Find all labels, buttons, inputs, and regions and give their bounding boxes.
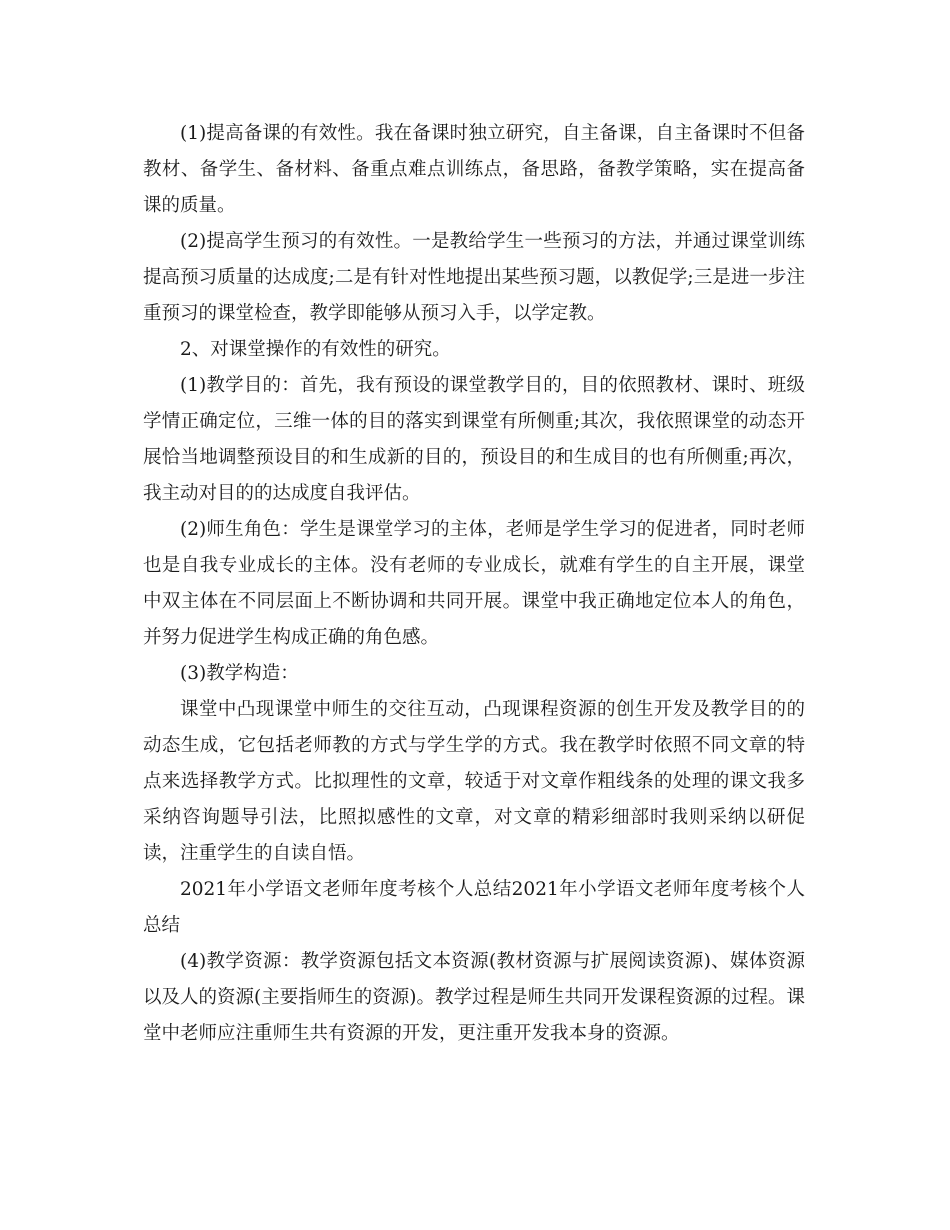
paragraph-teaching-structure-heading: (3)教学构造： (180, 663, 299, 684)
paragraph-preview-effectiveness: (2)提高学生预习的有效性。一是教给学生一些预习的方法，并通过课堂训练提高预习质量的达成度;二是有针对性地提出某些预习题，以教促学;三是进一步注重预习的课堂检查，教学即能够从预习入手，以学定教。 (143, 231, 805, 324)
document-body (143, 116, 805, 1052)
section-heading-classroom-operation: 2、对课堂操作的有效性的研究。 (180, 339, 451, 360)
paragraph-teaching-objectives: (1)教学目的：首先，我有预设的课堂教学目的，目的依照教材、课时、班级学情正确定位，三维一体的目的落实到课堂有所侧重;其次，我依照课堂的动态开展恰当地调整预设目的和生成新的目的，预设目的和生成目的也有所侧重;再次，我主动对目的的达成度自我评估。 (143, 375, 805, 504)
paragraph-title-repeat: 2021年小学语文老师年度考核个人总结2021年小学语文老师年度考核个人总结 (143, 879, 805, 936)
paragraph-teaching-resources: (4)教学资源：教学资源包括文本资源(教材资源与扩展阅读资源)、媒体资源以及人的资源(主要指师生的资源)。教学过程是师生共同开发课程资源的过程。课堂中老师应注重师生共有资源的开发，更注重开发我本身的资源。 (143, 951, 805, 1044)
paragraph-teacher-student-roles: (2)师生角色：学生是课堂学习的主体，老师是学生学习的促进者，同时老师也是自我专业成长的主体。没有老师的专业成长，就难有学生的自主开展，课堂中双主体在不同层面上不断协调和共同开展。课堂中我正确地定位本人的角色，并努力促进学生构成正确的角色感。 (143, 519, 805, 648)
paragraph-prep-effectiveness: (1)提高备课的有效性。我在备课时独立研究，自主备课，自主备课时不但备教材、备学生、备材料、备重点难点训练点，备思路，备教学策略，实在提高备课的质量。 (143, 123, 805, 216)
paragraph-teaching-structure: 课堂中凸现课堂中师生的交往互动，凸现课程资源的创生开发及教学目的的动态生成，它包括老师教的方式与学生学的方式。我在教学时依照不同文章的特点来选择教学方式。比拟理性的文章，较适于对文章作粗线条的处理的课文我多采纳咨询题导引法，比照拟感性的文章，对文章的精彩细部时我则采纳以研促读，注重学生的自读自悟。 (143, 699, 805, 864)
